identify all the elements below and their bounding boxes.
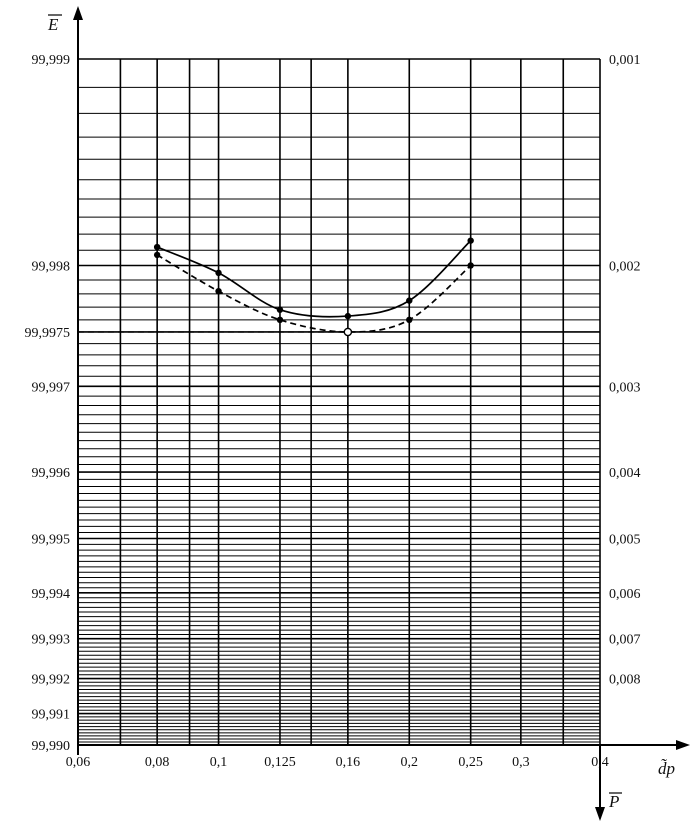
- grid: [78, 59, 600, 745]
- x-axis-arrow: [676, 740, 690, 750]
- series-point-2: [154, 252, 160, 258]
- y-tick-label-left: 99,9975: [24, 325, 70, 341]
- tick-labels: [25, 53, 641, 770]
- x-tick-label: 0,125: [264, 755, 296, 770]
- y-tick-label-right: 0,001: [609, 53, 641, 68]
- series-point-1: [277, 307, 283, 313]
- series-point-2: [277, 317, 283, 323]
- y-tick-label-right: 0,008: [609, 672, 641, 688]
- y-tick-label-left: 99,997: [31, 380, 70, 396]
- y-tick-label-left: 99,994: [31, 586, 70, 602]
- series-point-2: [215, 288, 221, 294]
- y-tick-label-left: 99,991: [31, 707, 70, 723]
- p-axis-arrow: [595, 807, 605, 821]
- series-point-1: [215, 270, 221, 276]
- axes: [73, 6, 690, 821]
- y-tick-label-right: 0,007: [609, 632, 641, 648]
- y-tick-label-right: 0,004: [609, 466, 641, 482]
- y-tick-label-left: 99,999: [31, 53, 70, 68]
- series-point-1: [406, 297, 412, 303]
- y-tick-label-left: 99,996: [31, 466, 70, 482]
- y-tick-label-left: 99,992: [31, 672, 70, 688]
- x-tick-label: 0,2: [400, 755, 419, 770]
- reference-point: [344, 328, 351, 335]
- series-point-1: [345, 313, 351, 319]
- p-axis-label: P: [609, 792, 620, 811]
- series-point-1: [154, 244, 160, 250]
- series-line-1: [157, 241, 471, 317]
- y-tick-label-right: 0,005: [609, 532, 641, 548]
- y-tick-label-right: 0,002: [609, 259, 641, 275]
- series-point-2: [406, 317, 412, 323]
- x-tick-label: 0,16: [335, 755, 361, 770]
- y-axis-arrow: [73, 6, 83, 20]
- y-tick-label-left: 99,998: [31, 259, 70, 275]
- y-tick-label-left: 99,993: [31, 632, 70, 648]
- axis-titles: [47, 15, 675, 811]
- x-tick-label: 0,4: [591, 755, 609, 770]
- x-tick-label: 0,25: [458, 755, 483, 770]
- x-tick-label: 0,08: [144, 755, 170, 770]
- x-tick-label: 0,06: [65, 755, 91, 770]
- y-tick-label-left: 99,995: [31, 532, 70, 548]
- y-axis-label: E: [48, 15, 59, 34]
- x-tick-label: 0,3: [512, 755, 530, 770]
- series-point-2: [467, 262, 473, 268]
- y-tick-label-left: 99,990: [31, 739, 70, 754]
- series: [78, 237, 474, 745]
- x-axis-label: d̃p: [658, 759, 675, 778]
- x-tick-label: 0,1: [209, 755, 228, 770]
- y-tick-label-right: 0,006: [609, 586, 641, 602]
- y-tick-label-right: 0,003: [609, 380, 641, 396]
- series-point-1: [467, 237, 473, 243]
